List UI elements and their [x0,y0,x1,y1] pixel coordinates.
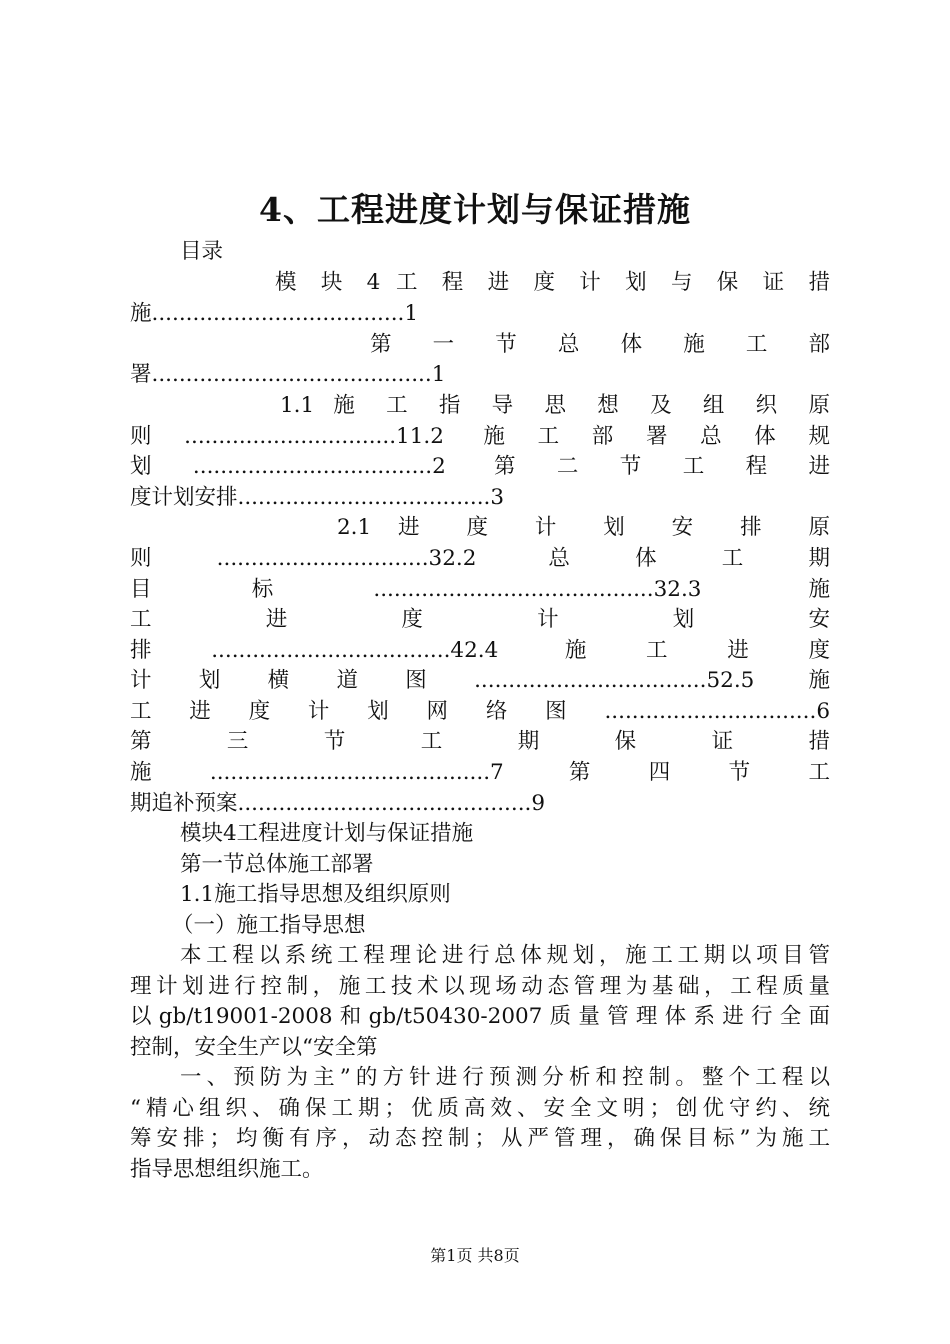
paragraph-line: 以gb/t19001-2008和gb/t50430-2007质量管理体系进行全面 [130,1004,830,1029]
toc-line: 则...............................11.2 施工部署总体规 [130,424,830,449]
toc-line: 施.........................................7 第四节工 [130,760,830,785]
toc-line: 期追补预案...........................................9 [130,791,546,816]
toc-line: 1.1 施 工 指 导 思 想 及 组 织 原 [280,393,830,418]
section-heading: 第一节总体施工部署 [180,852,374,877]
toc-line: 施.....................................1 [130,301,419,326]
toc-line: 第 一 节 总 体 施 工 部 [370,332,830,357]
paragraph-line: 控制，安全生产以“安全第 [130,1035,378,1060]
toc-line: 署.........................................1 [130,362,446,387]
toc-line: 模 块 4 工 程 进 度 计 划 与 保 证 措 [275,270,830,295]
toc-line: 工 进 度 计 划 安 [130,607,830,632]
document-title: 4、工程进度计划与保证措施 [259,190,691,229]
toc-line: 2.1 进 度 计 划 安 排 原 [337,515,830,540]
toc-line: 划...................................2 第二节工程进 [130,454,830,479]
paragraph-line: 一、预防为主”的方针进行预测分析和控制。整个工程以 [180,1065,830,1090]
toc-label: 目录 [180,239,224,264]
toc-line: 度计划安排.....................................3 [130,485,505,510]
toc-line: 则...............................32.2 总体工期 [130,546,830,571]
page-footer: 第1页 共8页 [430,1246,520,1265]
toc-line: 排...................................42.4 施工进度 [130,638,830,663]
subsection-heading: 1.1施工指导思想及组织原则 [180,882,451,907]
toc-line: 第 三 节 工 期 保 证 措 [130,729,830,754]
subsubsection-heading: （一）施工指导思想 [172,913,366,938]
toc-line: 计划横道图..................................52.5 施 [130,668,830,693]
module-heading: 模块4工程进度计划与保证措施 [180,821,474,846]
paragraph-line: 本工程以系统工程理论进行总体规划，施工工期以项目管 [180,943,830,968]
paragraph-line: 指导思想组织施工。 [130,1157,324,1182]
paragraph-line: 筹安排；均衡有序，动态控制；从严管理，确保目标”为施工 [130,1126,830,1151]
paragraph-line: 理计划进行控制，施工技术以现场动态管理为基础，工程质量 [130,974,830,999]
toc-line: 工进度计划网络图...............................6 [130,699,830,724]
paragraph-line: “精心组织、确保工期；优质高效、安全文明；创优守约、统 [130,1096,830,1121]
toc-line: 目标.........................................32.3 施 [130,577,830,602]
